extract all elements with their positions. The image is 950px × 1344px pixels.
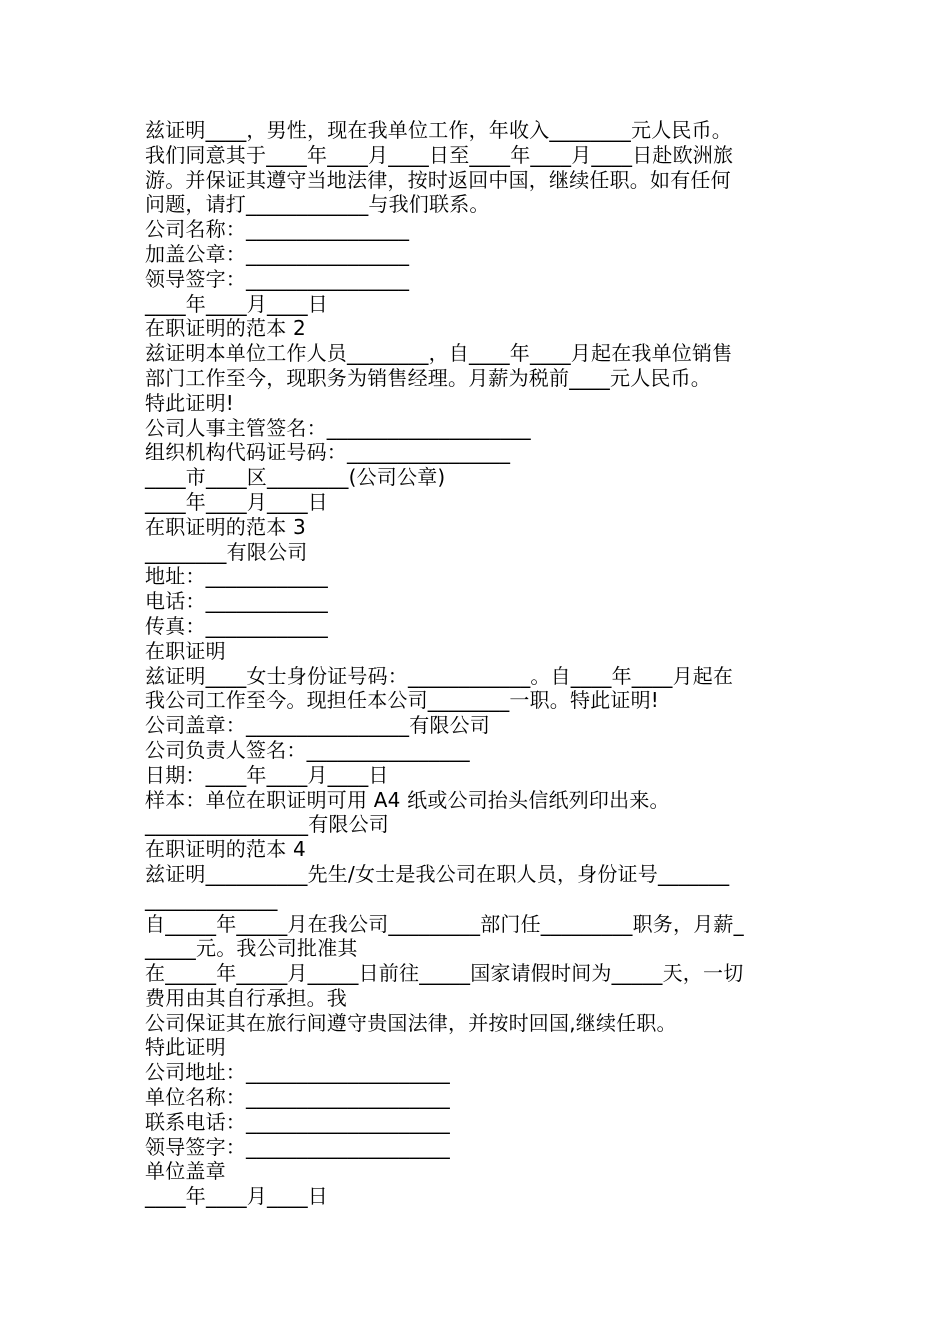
company-seal-field: 公司盖章：________________有限公司 [145,713,490,738]
section-heading: 在职证明的范本 4 [145,837,306,862]
text-line: 我们同意其于____年____月____日至____年____月____日赴欧洲旅 [145,142,734,167]
company-address-field: 公司地址：____________________ [145,1060,450,1085]
text-line: 自_____年_____月在我公司_________部门任_________职务，月薪_ [145,911,744,936]
certificate-title: 在职证明 [145,638,226,663]
fax-field: 传真：____________ [145,613,328,638]
text-line: 问题，请打____________与我们联系。 [145,192,490,217]
company-footer-field: ________________有限公司 [145,812,389,837]
section-heading: 在职证明的范本 3 [145,514,306,539]
date-field: ____年____月____日 [145,489,328,514]
text-line: 部门工作至今，现职务为销售经理。月薪为税前____元人民币。 [145,365,711,390]
text-line: 特此证明 [145,1035,226,1060]
city-district-seal-field: ____市____区________(公司公章) [145,465,446,490]
unit-seal-label: 单位盖章 [145,1159,226,1184]
text-line: 我公司工作至今。现担任本公司________一职。特此证明! [145,688,660,713]
company-header-field: ________有限公司 [145,539,308,564]
date-field: 日期：____年____月____日 [145,762,389,787]
text-line: 特此证明! [145,390,235,415]
leader-signature-field: 领导签字：________________ [145,266,410,291]
contact-phone-field: 联系电话：____________________ [145,1109,450,1134]
unit-name-field: 单位名称：____________________ [145,1085,450,1110]
company-seal-field: 加盖公章：________________ [145,241,410,266]
text-line: 在_____年_____月_____日前往_____国家请假时间为_____天，一切 [145,961,744,986]
date-field: ____年____月____日 [145,291,328,316]
text-line: 兹证明____，男性，现在我单位工作，年收入________元人民币。 [145,118,732,142]
text-line: 费用由其自行承担。我 [145,985,347,1010]
text-line: _____________ [145,886,278,911]
document-body [145,118,810,1209]
text-line: 公司保证其在旅行间遵守贵国法律，并按时回国,继续任职。 [145,1010,677,1035]
section-heading: 在职证明的范本 2 [145,316,306,341]
hr-signature-field: 公司人事主管签名：____________________ [145,415,531,440]
date-field: ____年____月____日 [145,1184,328,1209]
text-line: 游。并保证其遵守当地法律，按时返回中国，继续任职。如有任何 [145,167,731,192]
text-line: 兹证明____女士身份证号码：____________。自____年____月起在 [145,663,734,688]
text-line: 兹证明__________先生/女士是我公司在职人员，身份证号_______ [145,861,730,886]
leader-signature-field: 领导签字：____________________ [145,1134,450,1159]
org-code-field: 组织机构代码证号码：________________ [145,440,511,465]
responsible-signature-field: 公司负责人签名：________________ [145,737,470,762]
address-field: 地址：____________ [145,564,328,589]
text-line: 兹证明本单位工作人员________，自____年____月起在我单位销售 [145,341,733,366]
company-name-field: 公司名称：________________ [145,217,410,242]
text-line: _____元。我公司批准其 [145,936,358,961]
phone-field: 电话：____________ [145,589,328,614]
sample-note: 样本：单位在职证明可用 A4 纸或公司抬头信纸列印出来。 [145,787,670,812]
